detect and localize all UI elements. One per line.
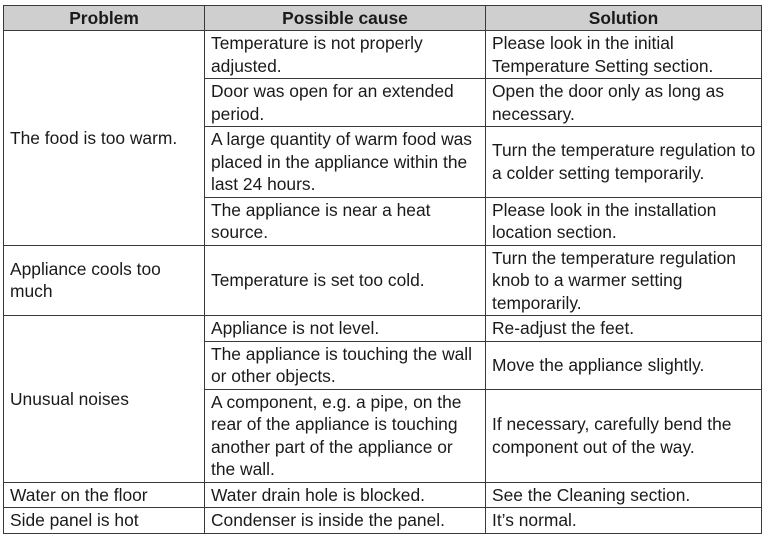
solution-cell: Please look in the initial Temperature Setting section. <box>486 31 762 79</box>
problem-cell: Unusual noises <box>4 316 205 483</box>
solution-cell: See the Cleaning section. <box>486 482 762 508</box>
solution-cell: Re-adjust the feet. <box>486 316 762 342</box>
header-possible-cause: Possible cause <box>205 6 486 31</box>
cause-cell: A component, e.g. a pipe, on the rear of the appliance is touching another part of the appliance or the wall. <box>205 389 486 482</box>
problem-cell: The food is too warm. <box>4 31 205 246</box>
header-problem: Problem <box>4 6 205 31</box>
problem-cell: Side panel is hot <box>4 508 205 534</box>
table-row <box>4 316 762 342</box>
cause-cell: The appliance is near a heat source. <box>205 197 486 245</box>
table-row <box>4 508 762 534</box>
table-row <box>4 482 762 508</box>
table-row <box>4 31 762 79</box>
solution-cell: Turn the temperature regulation to a colder setting temporarily. <box>486 127 762 198</box>
cause-cell: Condenser is inside the panel. <box>205 508 486 534</box>
cause-cell: Temperature is not properly adjusted. <box>205 31 486 79</box>
solution-cell: Move the appliance slightly. <box>486 341 762 389</box>
problem-cell: Appliance cools too much <box>4 245 205 316</box>
solution-cell: Please look in the installation location section. <box>486 197 762 245</box>
cause-cell: Appliance is not level. <box>205 316 486 342</box>
solution-cell: It’s normal. <box>486 508 762 534</box>
solution-cell: If necessary, carefully bend the component out of the way. <box>486 389 762 482</box>
problem-cell: Water on the floor <box>4 482 205 508</box>
cause-cell: The appliance is touching the wall or other objects. <box>205 341 486 389</box>
troubleshooting-table <box>3 5 762 534</box>
solution-cell: Turn the temperature regulation knob to a warmer setting temporarily. <box>486 245 762 316</box>
solution-cell: Open the door only as long as necessary. <box>486 79 762 127</box>
header-solution: Solution <box>486 6 762 31</box>
cause-cell: Door was open for an extended period. <box>205 79 486 127</box>
header-row <box>4 6 762 31</box>
table-row <box>4 245 762 316</box>
cause-cell: Temperature is set too cold. <box>205 245 486 316</box>
cause-cell: Water drain hole is blocked. <box>205 482 486 508</box>
cause-cell: A large quantity of warm food was placed in the appliance within the last 24 hours. <box>205 127 486 198</box>
